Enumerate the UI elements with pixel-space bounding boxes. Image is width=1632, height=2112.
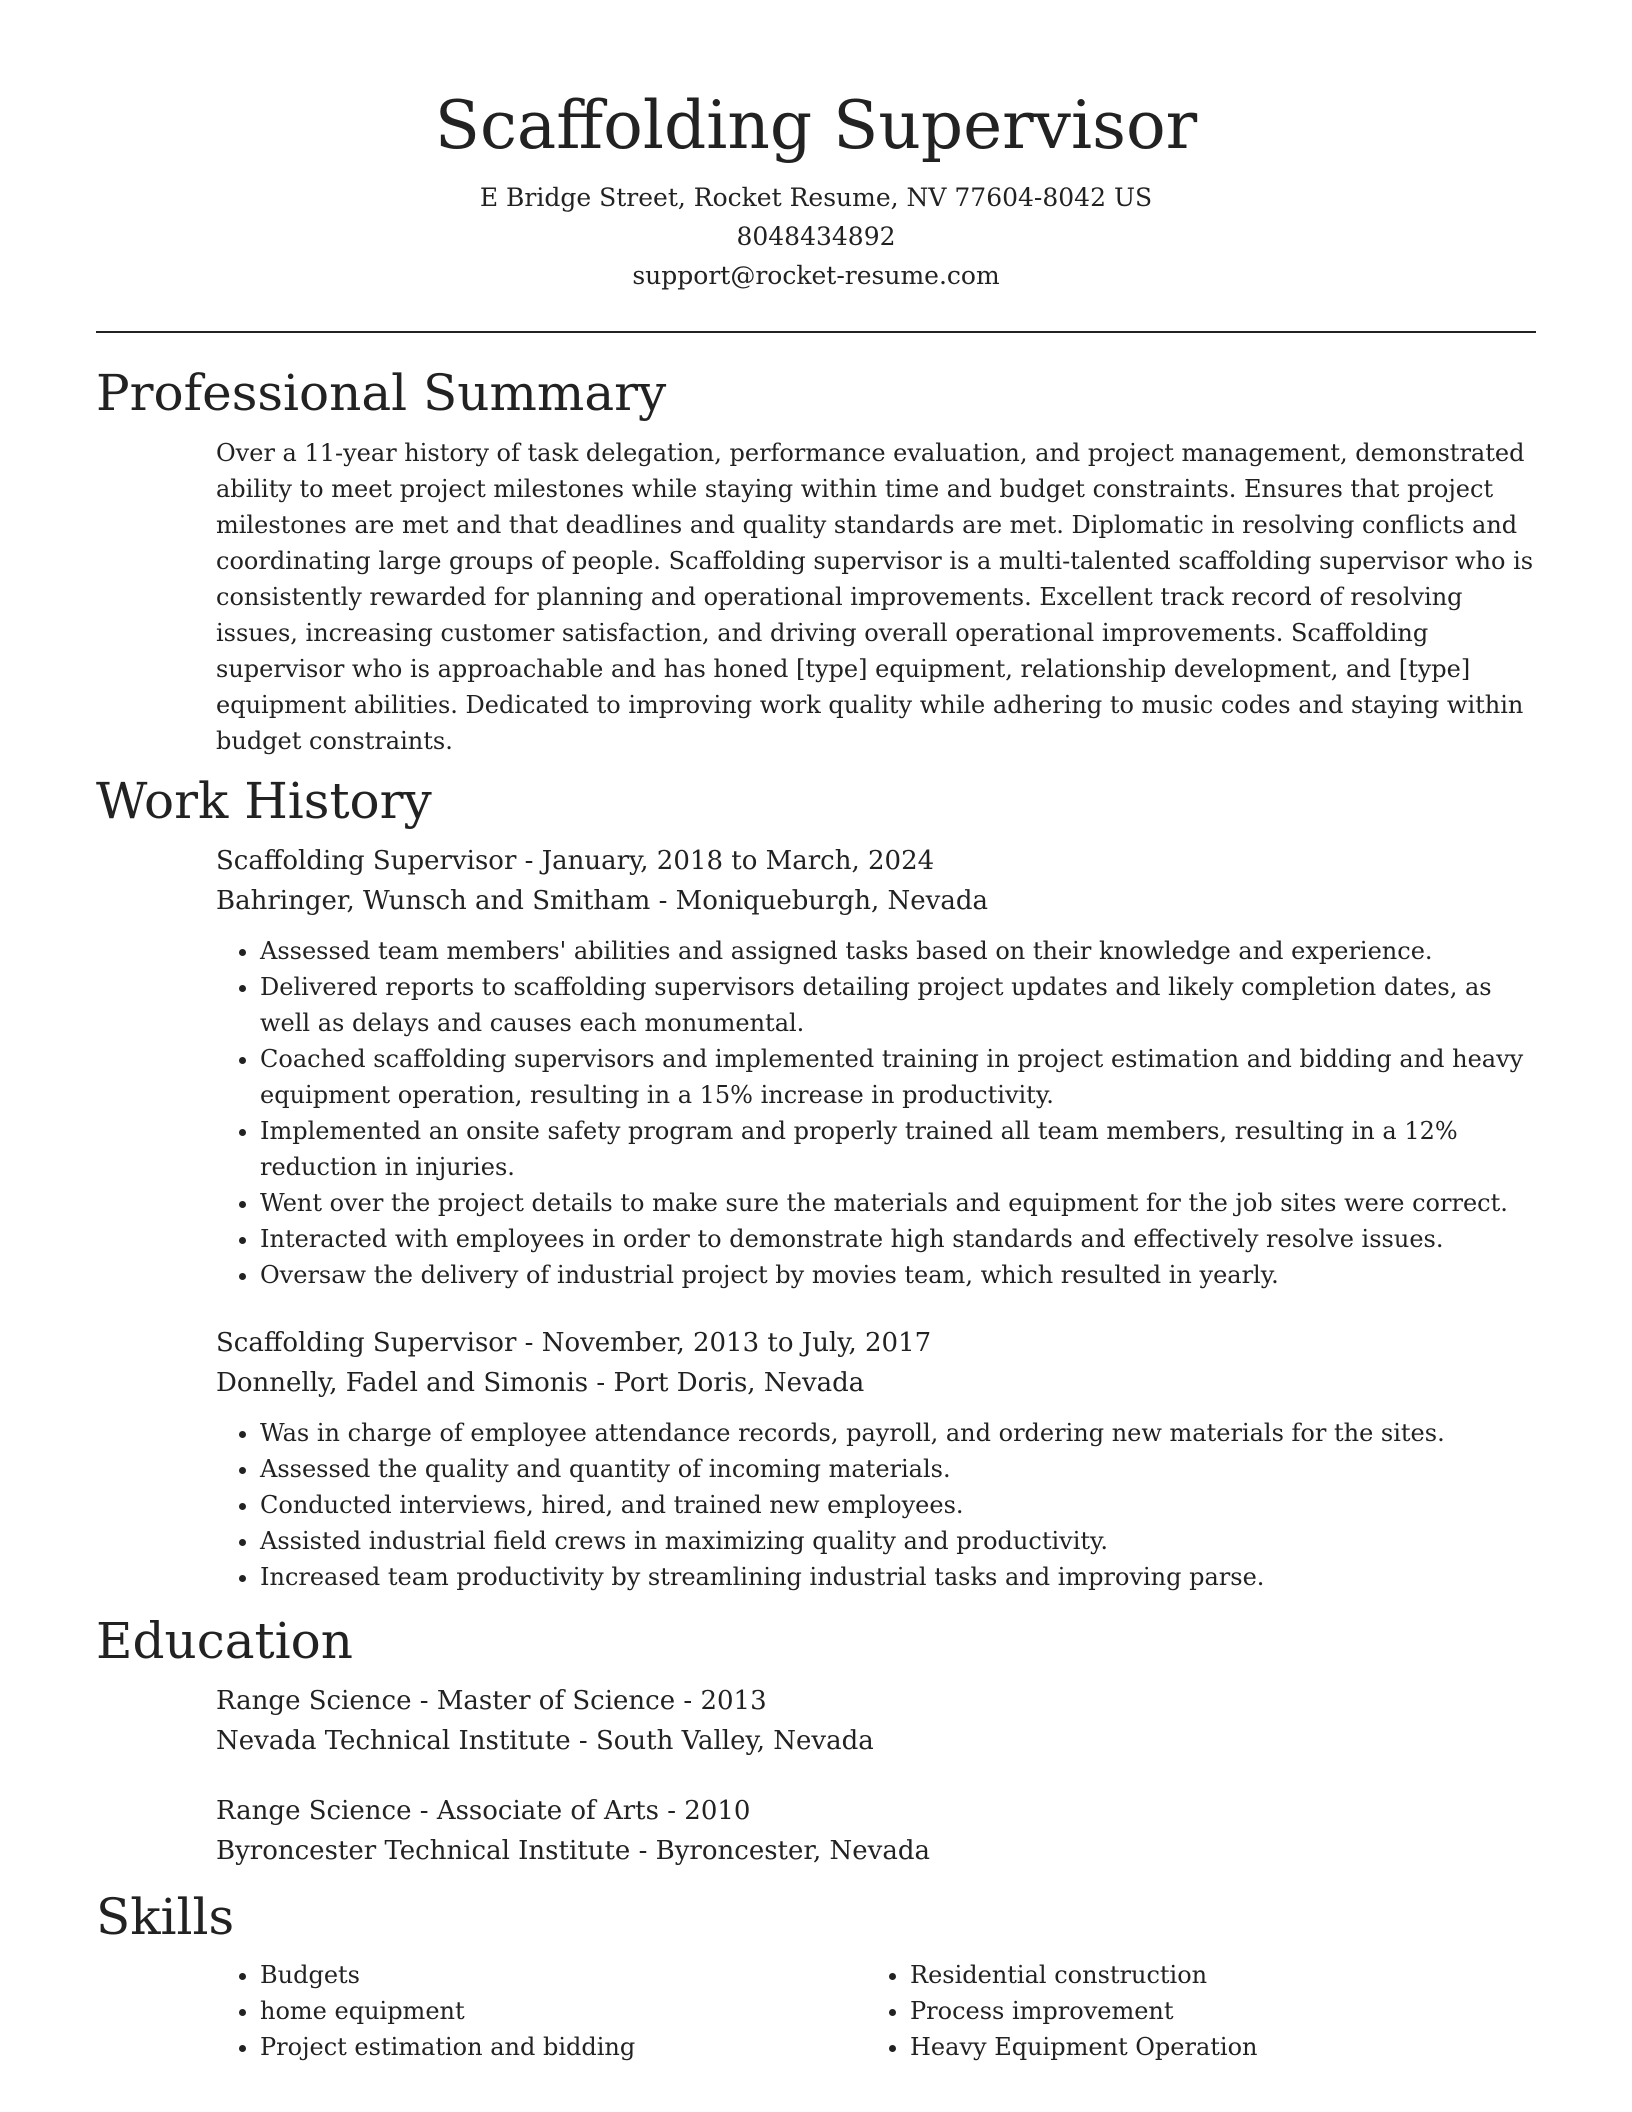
education-degree: Associate of Arts (436, 1796, 659, 1826)
education-section (96, 1609, 1536, 1871)
skills-column-left (216, 1957, 866, 2065)
work-history-heading: Work History (96, 772, 432, 830)
list-item: • Delivered reports to scaffolding supervisors detailing project updates and likely completion dates, as well as delays and causes each monumental. (260, 969, 1536, 1041)
contact-address: E Bridge Street, Rocket Resume, NV 77604-8042 US (479, 183, 1153, 212)
job-title-line (216, 841, 1536, 881)
separator: - (411, 1796, 437, 1826)
separator: - (411, 1686, 437, 1716)
job-title-line (216, 1323, 1536, 1363)
skill-item: • Process improvement (910, 1993, 1516, 2029)
list-item: • Assessed team members' abilities and assigned tasks based on their knowledge and experience. (260, 933, 1536, 969)
list-item: • Coached scaffolding supervisors and implemented training in project estimation and bidding and heavy equipment operation, resulting in a 15% increase in productivity. (260, 1041, 1536, 1113)
education-year: 2010 (684, 1796, 751, 1826)
list-item: • Interacted with employees in order to demonstrate high standards and effectively resolve issues. (260, 1221, 1536, 1257)
job-entry (216, 841, 1536, 1293)
list-item: • Conducted interviews, hired, and trained new employees. (260, 1487, 1536, 1523)
education-school: Nevada Technical Institute (216, 1726, 571, 1756)
separator: - (588, 1368, 614, 1398)
skills-list-left (216, 1957, 866, 2065)
skills-column-right (866, 1957, 1516, 2065)
education-location: South Valley, Nevada (595, 1726, 874, 1756)
job-company-line (216, 1363, 1536, 1403)
education-school: Byroncester Technical Institute (216, 1836, 631, 1866)
job-position: Scaffolding Supervisor (216, 846, 517, 876)
list-item: • Assisted industrial field crews in maximizing quality and productivity. (260, 1523, 1536, 1559)
summary-heading: Professional Summary (96, 364, 667, 422)
work-history-section (96, 769, 1536, 1595)
separator: - (658, 1796, 685, 1826)
contact-email: support@rocket-resume.com (632, 261, 1000, 290)
education-school-line (216, 1831, 1536, 1871)
job-dates: January, 2018 to March, 2024 (541, 846, 935, 876)
list-item: • Oversaw the delivery of industrial project by movies team, which resulted in yearly. (260, 1257, 1536, 1293)
resume-page (96, 0, 1536, 2065)
header-divider (96, 331, 1536, 333)
separator: - (675, 1686, 701, 1716)
list-item: • Increased team productivity by streamlining industrial tasks and improving parse. (260, 1559, 1536, 1595)
job-company: Donnelly, Fadel and Simonis (216, 1368, 589, 1398)
separator: - (630, 1836, 656, 1866)
candidate-name: Scaffolding Supervisor (434, 87, 1198, 164)
skills-heading: Skills (96, 1888, 235, 1946)
skill-item: • Project estimation and bidding (260, 2029, 866, 2065)
education-heading: Education (96, 1612, 353, 1670)
education-location: Byroncester, Nevada (655, 1836, 930, 1866)
job-location: Moniqueburgh, Nevada (675, 886, 988, 916)
education-field: Range Science (216, 1686, 412, 1716)
education-entry (216, 1791, 1536, 1871)
job-position: Scaffolding Supervisor (216, 1328, 517, 1358)
job-company: Bahringer, Wunsch and Smitham (216, 886, 651, 916)
skill-item: • home equipment (260, 1993, 866, 2029)
education-degree-line (216, 1681, 1536, 1721)
skill-item: • Residential construction (910, 1957, 1516, 1993)
education-field: Range Science (216, 1796, 412, 1826)
education-degree-line (216, 1791, 1536, 1831)
skill-item: • Budgets (260, 1957, 866, 1993)
separator: - (516, 1328, 542, 1358)
contact-phone: 8048434892 (736, 222, 896, 251)
job-company-line (216, 881, 1536, 921)
separator: - (516, 846, 542, 876)
list-item: • Was in charge of employee attendance records, payroll, and ordering new materials for the sites. (260, 1415, 1536, 1451)
resume-header (96, 0, 1536, 295)
job-bullets (216, 1415, 1536, 1595)
education-entry (216, 1681, 1536, 1761)
separator: - (650, 886, 676, 916)
job-bullets (216, 933, 1536, 1293)
education-degree: Master of Science (436, 1686, 676, 1716)
skill-item: • Heavy Equipment Operation (910, 2029, 1516, 2065)
list-item: • Implemented an onsite safety program and properly trained all team members, resulting in a 12% reduction in injuries. (260, 1113, 1536, 1185)
education-school-line (216, 1721, 1536, 1761)
separator: - (570, 1726, 596, 1756)
skills-grid (216, 1957, 1536, 2065)
list-item: • Assessed the quality and quantity of incoming materials. (260, 1451, 1536, 1487)
job-location: Port Doris, Nevada (613, 1368, 865, 1398)
education-year: 2013 (700, 1686, 767, 1716)
skills-section (96, 1885, 1536, 2065)
list-item: • Went over the project details to make sure the materials and equipment for the job sites were correct. (260, 1185, 1536, 1221)
job-dates: November, 2013 to July, 2017 (541, 1328, 932, 1358)
summary-section (96, 361, 1536, 759)
skills-list-right (866, 1957, 1516, 2065)
summary-text: Over a 11-year history of task delegation, performance evaluation, and project management, demonstrated ability to meet project milestones while staying within time and budget constraints. Ensures that project milestones are met and that deadlines and quality standards are met. Diplomatic in resolving conflicts and coordinating large groups of people. Scaffolding supervisor is a multi-talented scaffolding supervisor who is consistently rewarded for planning and operational improvements. Excellent track record of resolving issues, increasing customer satisfaction, and driving overall operational improvements. Scaffolding supervisor who is approachable and has honed [type] equipment, relationship development, and [type] equipment abilities. Dedicated to improving work quality while adhering to music codes and staying within budget constraints. (216, 439, 1534, 755)
job-entry (216, 1323, 1536, 1595)
